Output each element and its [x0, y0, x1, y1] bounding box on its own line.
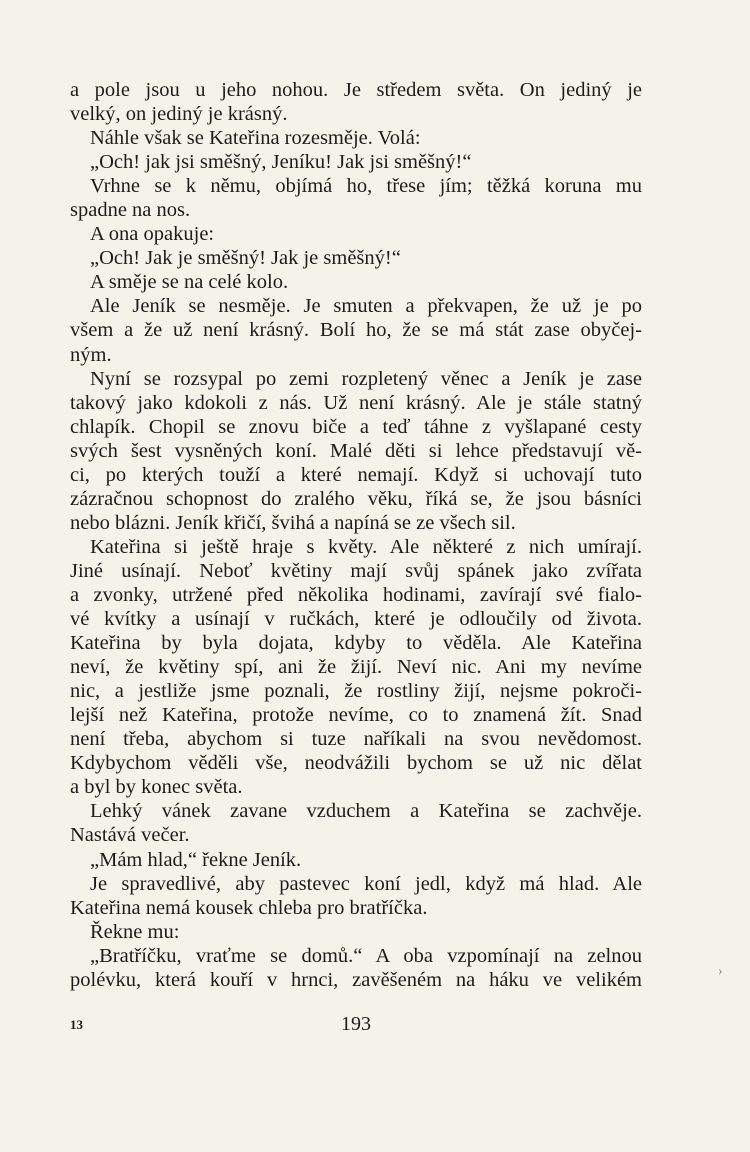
signature-mark: 13 — [70, 1017, 83, 1032]
text-line: Řekne mu: — [90, 920, 180, 943]
text-line: „Mám hlad,“ řekne Jeník. — [90, 848, 302, 871]
text-line: zázračnou schopnost do zralého věku, říká se, že jsou básníci — [70, 487, 642, 510]
page-footer — [70, 1013, 642, 1037]
text-line: Kdybychom věděli vše, neodvážili bychom se už nic dělat — [70, 752, 642, 775]
text-line: ci, po kterých touží a které nemají. Když si uchovají tuto — [70, 463, 642, 486]
text-line: Kateřina si ještě hraje s květy. Ale některé z nich umírají. — [90, 535, 642, 558]
text-line: vé kvítky a usínají v ručkách, které je odloučily od života. — [70, 608, 642, 631]
text-line: svých šest vysněných koní. Malé děti si lehce představují vě- — [70, 439, 642, 462]
text-line: Ale Jeník se nesměje. Je smuten a překvapen, že už je po — [90, 295, 642, 318]
text-line: „Bratříčku, vraťme se domů.“ A oba vzpomínají na zelnou — [90, 944, 642, 967]
text-line: Kateřina by byla dojata, kdyby to věděla. Ale Kateřina — [70, 632, 642, 655]
text-line: polévku, která kouří v hrnci, zavěšeném na háku ve velikém — [70, 968, 642, 991]
page-number: 193 — [341, 1013, 371, 1035]
text-line: velký, on jediný je krásný. — [70, 103, 288, 126]
text-line: a pole jsou u jeho nohou. Je středem světa. On jediný je — [70, 79, 642, 101]
text-line: Lehký vánek zavane vzduchem a Kateřina se zachvěje. — [90, 800, 642, 823]
text-line: spadne na nos. — [70, 199, 191, 222]
text-line: takový jako kdokoli z nás. Už není krásný. Ale je stále statný — [70, 391, 642, 414]
text-line: A ona opakuje: — [90, 223, 215, 246]
text-line: Nyní se rozsypal po zemi rozpletený věnec a Jeník je zase — [90, 367, 642, 390]
text-line: Nastává večer. — [70, 824, 190, 847]
text-line: Náhle však se Kateřina rozesměje. Volá: — [90, 127, 421, 150]
text-line: všem a že už není krásný. Bolí ho, že se má stát zase obyčej- — [70, 319, 642, 342]
text-line: Vrhne se k němu, objímá ho, třese jím; těžká koruna mu — [90, 175, 642, 198]
text-line: nic, a jestliže jsme poznali, že rostliny žijí, nejsme pokroči- — [70, 680, 642, 703]
text-line: „Och! jak jsi směšný, Jeníku! Jak jsi směšný!“ — [90, 151, 472, 174]
text-line: a zvonky, utržené před několika hodinami, zavírají své fialo- — [70, 583, 642, 606]
text-line: není třeba, abychom si tuze naříkali na svou nevědomost. — [70, 728, 642, 751]
text-line: chlapík. Chopil se znovu biče a teď táhne z vyšlapané cesty — [70, 415, 642, 438]
text-line: nebo blázni. Jeník křičí, švihá a napíná se ze všech sil. — [70, 511, 516, 534]
text-line: lejší než Kateřina, protože nevíme, co to znamená žít. Snad — [70, 704, 642, 727]
text-line: a byl by konec světa. — [70, 776, 243, 799]
margin-mark: › — [718, 964, 723, 979]
text-line: Kateřina nemá kousek chleba pro bratříčka. — [70, 896, 428, 919]
text-line: „Och! Jak je směšný! Jak je směšný!“ — [90, 247, 401, 270]
body-text — [70, 78, 642, 992]
text-line: A směje se na celé kolo. — [90, 271, 289, 294]
text-line: Je spravedlivé, aby pastevec koní jedl, když má hlad. Ale — [90, 872, 642, 895]
text-line: Jiné usínají. Neboť květiny mají svůj spánek jako zvířata — [70, 559, 642, 582]
text-line: neví, že květiny spí, ani že žijí. Neví nic. Ani my nevíme — [70, 656, 642, 679]
text-line: ným. — [70, 343, 112, 366]
